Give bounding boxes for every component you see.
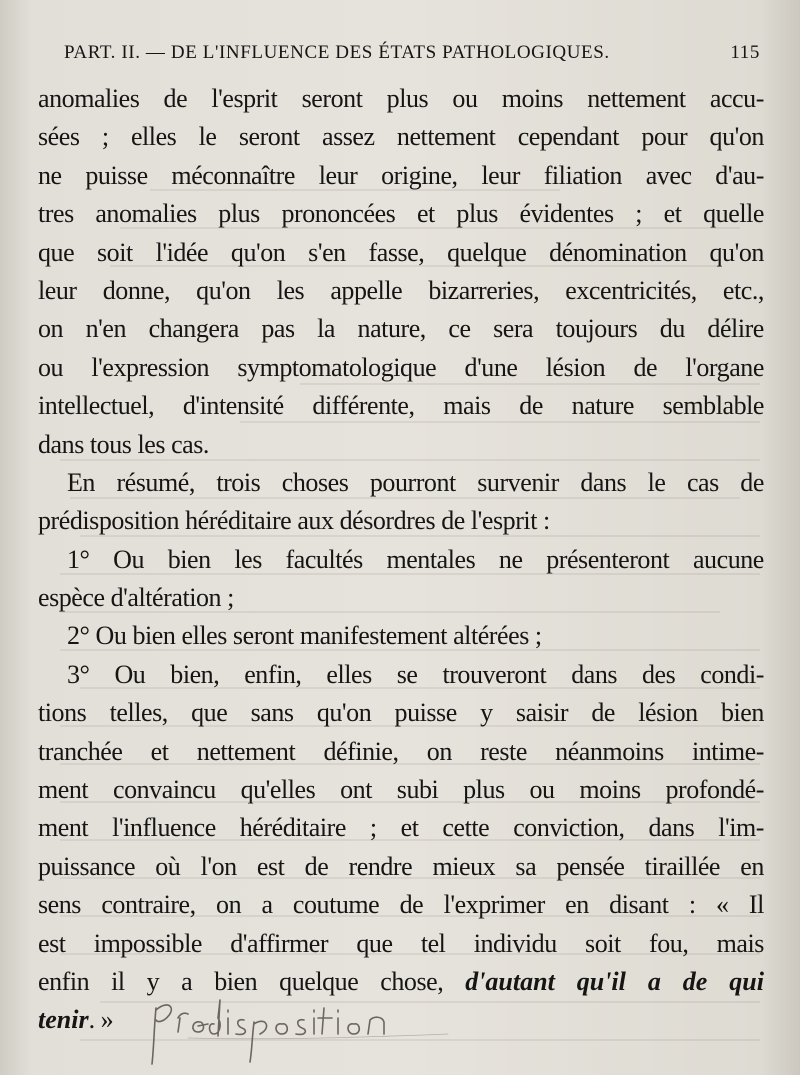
word: intellectuel, <box>38 391 155 421</box>
word: filiation <box>543 160 622 190</box>
text-line <box>38 387 764 425</box>
word: qu'on <box>709 122 764 152</box>
word: présenteront <box>546 544 670 574</box>
word: En <box>67 467 95 497</box>
word: enfin <box>38 966 90 996</box>
word: subi <box>396 775 439 805</box>
word: avec <box>645 160 692 190</box>
body-text <box>38 80 764 1040</box>
word: de <box>163 84 188 113</box>
word: héréditaire <box>239 813 346 843</box>
word: de <box>740 467 764 497</box>
word: nature <box>571 391 634 421</box>
word: ou <box>529 775 555 805</box>
word: : <box>688 890 696 920</box>
word: donne, <box>102 275 171 305</box>
text-line <box>38 157 764 195</box>
word: leur <box>38 275 77 305</box>
word: ment <box>38 813 89 843</box>
word: le <box>647 467 666 497</box>
word: survenir <box>477 467 559 497</box>
text-line <box>38 733 764 771</box>
running-header <box>64 36 760 76</box>
handwritten-annotation <box>148 988 458 1068</box>
word: 1° <box>67 544 90 574</box>
word: nature, <box>357 314 426 344</box>
word: l'idée <box>155 237 209 267</box>
text-line <box>38 809 764 847</box>
word: on <box>216 890 242 920</box>
word: tel <box>420 928 446 958</box>
word: l'esprit <box>211 84 278 113</box>
word: pour <box>641 122 688 152</box>
text-line <box>38 848 764 886</box>
text-run: prédisposition héréditaire aux désordres de l'esprit : <box>38 506 550 536</box>
word: intime- <box>691 736 764 766</box>
word: ce <box>448 314 471 344</box>
word: seront <box>238 122 300 152</box>
text-run: . » <box>88 1005 114 1035</box>
word: s'en <box>308 237 346 267</box>
word: qu'on <box>316 698 372 728</box>
page-number: 115 <box>730 42 760 63</box>
word: se <box>396 659 418 689</box>
word: appelle <box>330 275 403 305</box>
word: les <box>276 275 305 305</box>
word: plus <box>386 84 429 113</box>
text-run: espèce d'altération ; <box>38 583 234 613</box>
word: moins <box>579 775 641 805</box>
word: assez <box>322 122 375 152</box>
word: bien, <box>170 659 220 689</box>
word: anomalies <box>95 199 197 229</box>
word: ne <box>38 160 62 190</box>
text-line <box>38 617 764 655</box>
word: soit <box>97 237 133 267</box>
word: cette <box>442 813 490 843</box>
word: d'autant <box>465 966 555 996</box>
word: a <box>261 890 273 920</box>
word: l'on <box>200 851 237 881</box>
word: chose, <box>380 966 444 996</box>
word: on <box>38 314 64 344</box>
word: ; <box>369 813 377 843</box>
word: a <box>647 966 661 996</box>
word: symptomatologique <box>237 352 437 382</box>
word: qu'on <box>230 237 286 267</box>
word: est <box>38 928 66 958</box>
word: etc., <box>722 275 764 305</box>
word: bien <box>167 544 211 574</box>
word: l'organe <box>685 352 764 382</box>
word: résumé, <box>116 467 195 497</box>
word: saisir <box>515 698 569 728</box>
word: qui <box>729 966 764 996</box>
word: seront <box>301 84 363 113</box>
text-line <box>38 541 764 579</box>
word: excentricités, <box>565 275 697 305</box>
word: accu- <box>709 84 764 113</box>
word: coutume <box>292 890 380 920</box>
word: conviction, <box>513 813 625 843</box>
running-title: PART. II. — DE L'INFLUENCE DES ÉTATS PATHOLOGIQUES. <box>64 42 610 63</box>
word: en <box>740 851 764 881</box>
word: disant <box>609 890 669 920</box>
text-line <box>38 310 764 348</box>
word: Ou <box>114 659 146 689</box>
word: qu'elles <box>240 775 316 805</box>
word: qu'on <box>709 237 764 267</box>
text-line <box>38 349 764 387</box>
word: cependant <box>517 122 620 152</box>
word: ne <box>498 544 523 574</box>
word: elles <box>130 122 177 152</box>
text-line <box>38 426 764 464</box>
word: des <box>641 659 676 689</box>
text-run: 2° Ou bien elles seront manifestement altérées ; <box>67 621 542 651</box>
word: la <box>317 314 336 344</box>
word: délire <box>707 314 764 344</box>
word: trouveront <box>442 659 547 689</box>
word: tres <box>38 199 74 229</box>
word: de <box>304 851 329 881</box>
word: de <box>633 352 658 382</box>
word: plus <box>456 199 498 229</box>
word: profondé- <box>665 775 764 805</box>
word: mais <box>443 391 491 421</box>
word: les <box>234 544 262 574</box>
word: cas <box>686 467 719 497</box>
word: l'influence <box>112 813 216 843</box>
word: tranchée <box>38 736 123 766</box>
word: plus <box>218 199 260 229</box>
word: et <box>150 736 169 766</box>
word: et <box>416 199 435 229</box>
word: telles, <box>109 698 168 728</box>
word: reste <box>480 736 527 766</box>
word: et <box>663 199 682 229</box>
text-line <box>38 579 764 617</box>
word: soit <box>585 928 621 958</box>
word: qu'on <box>196 275 251 305</box>
word: d'une <box>464 352 518 382</box>
word: ; <box>101 122 109 152</box>
word: moins <box>501 84 564 113</box>
word: où <box>155 851 181 881</box>
word: lésion <box>545 352 606 382</box>
word: bizarreries, <box>428 275 540 305</box>
word: changera <box>148 314 239 344</box>
word: trois <box>216 467 261 497</box>
word: bien <box>720 698 764 728</box>
text-line <box>38 925 764 963</box>
word: puisse <box>85 160 148 190</box>
word: ont <box>340 775 372 805</box>
word: aucune <box>692 544 764 574</box>
word: n'en <box>85 314 127 344</box>
word: l'exprimer <box>443 890 545 920</box>
word: il <box>111 966 125 996</box>
word: et <box>400 813 419 843</box>
word: qu'il <box>576 966 626 996</box>
word: rendre <box>348 851 413 881</box>
text-line <box>38 118 764 156</box>
word: puissance <box>38 851 136 881</box>
word: quelque <box>447 237 527 267</box>
text-line <box>38 771 764 809</box>
word: d'affirmer <box>230 928 329 958</box>
word: lésion <box>638 698 698 728</box>
word: le <box>198 122 217 152</box>
word: semblable <box>662 391 764 421</box>
word: leur <box>481 160 520 190</box>
word: sées <box>38 122 80 152</box>
word: mentales <box>386 544 476 574</box>
word: origine, <box>381 160 458 190</box>
word: convaincu <box>112 775 216 805</box>
word: toujours <box>555 314 638 344</box>
word: prononcées <box>281 199 396 229</box>
text-line <box>38 234 764 272</box>
word: plus <box>463 775 505 805</box>
word: leur <box>318 160 358 190</box>
word: condi- <box>700 659 764 689</box>
word: puisse <box>394 698 457 728</box>
word: pas <box>261 314 295 344</box>
word: ; <box>635 199 643 229</box>
word: on <box>426 736 452 766</box>
word: en <box>565 890 589 920</box>
word: Il <box>748 890 764 920</box>
text-run: dans tous les cas. <box>38 429 209 459</box>
word: individu <box>473 928 557 958</box>
text-line <box>38 656 764 694</box>
word: bien <box>214 966 258 996</box>
text-line <box>38 195 764 233</box>
word: de <box>399 890 424 920</box>
text-run: tenir <box>38 1005 89 1035</box>
word: néanmoins <box>555 736 664 766</box>
word: différente, <box>312 391 415 421</box>
text-line <box>38 272 764 310</box>
word: enfin, <box>244 659 302 689</box>
word: de <box>519 391 543 421</box>
word: ou <box>452 84 478 113</box>
word: ment <box>38 775 89 805</box>
word: facultés <box>285 544 363 574</box>
word: Ou <box>113 544 145 574</box>
word: de <box>682 966 708 996</box>
text-line <box>38 694 764 732</box>
word: a <box>181 966 193 996</box>
word: fasse, <box>368 237 425 267</box>
word: 3° <box>67 659 90 689</box>
word: contraire, <box>101 890 196 920</box>
word: sans <box>250 698 294 728</box>
word: tiraillée <box>644 851 721 881</box>
word: anomalies <box>38 84 140 113</box>
word: nettement <box>196 736 296 766</box>
word: ou <box>38 352 64 382</box>
word: fou, <box>649 928 689 958</box>
word: que <box>191 698 228 728</box>
word: nettement <box>587 84 686 113</box>
text-line <box>38 464 764 502</box>
word: y <box>146 966 160 996</box>
word: du <box>659 314 685 344</box>
word: dans <box>580 467 627 497</box>
word: est <box>256 851 285 881</box>
word: quelle <box>703 199 764 229</box>
word: dans <box>571 659 618 689</box>
word: définie, <box>323 736 399 766</box>
word: sera <box>493 314 534 344</box>
word: l'expression <box>91 352 210 382</box>
word: elles <box>326 659 372 689</box>
word: pensée <box>556 851 625 881</box>
word: mieux <box>432 851 496 881</box>
word: dénomination <box>549 237 687 267</box>
word: dans <box>648 813 695 843</box>
word: choses <box>281 467 349 497</box>
word: « <box>715 890 729 920</box>
word: méconnaître <box>171 160 295 190</box>
word: de <box>591 698 616 728</box>
text-line <box>38 502 764 540</box>
word: impossible <box>93 928 202 958</box>
word: pourront <box>369 467 456 497</box>
word: d'intensité <box>182 391 284 421</box>
word: mais <box>716 928 764 958</box>
word: que <box>356 928 393 958</box>
word: d'au- <box>715 160 764 190</box>
text-line <box>38 80 764 118</box>
word: évidentes <box>519 199 614 229</box>
word: sa <box>515 851 537 881</box>
word: nettement <box>396 122 496 152</box>
text-line <box>38 886 764 924</box>
word: y <box>480 698 493 728</box>
word: tions <box>38 698 87 728</box>
word: l'im- <box>718 813 764 843</box>
word: quelque <box>279 966 359 996</box>
word: sens <box>38 890 81 920</box>
word: que <box>38 237 75 267</box>
